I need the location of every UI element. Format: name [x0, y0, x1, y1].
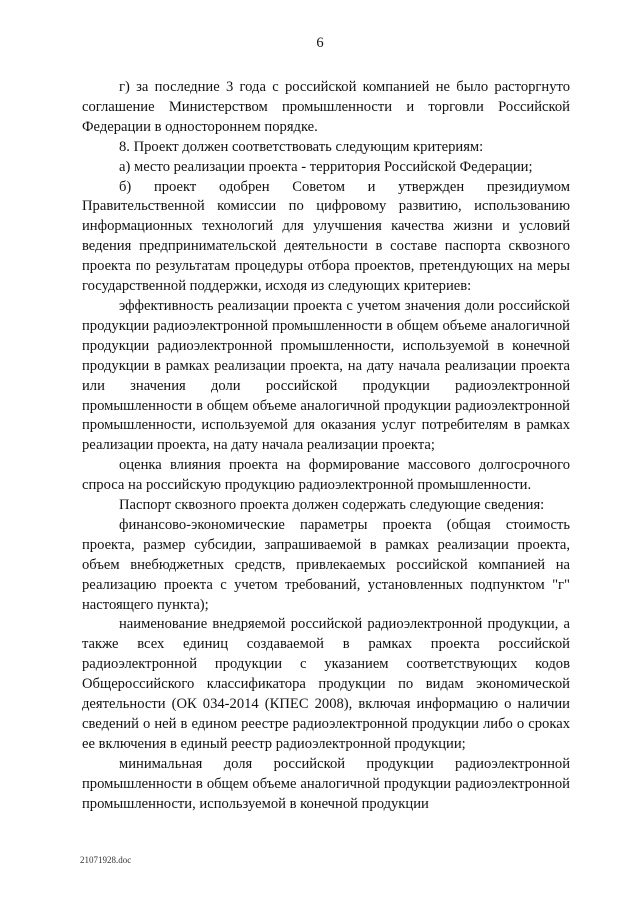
- paragraph-passport-intro: Паспорт сквозного проекта должен содержать следующие сведения:: [119, 497, 545, 514]
- paragraph-efficiency: эффективность реализации проекта с учетом значения доли российской продукции радиоэлектронной промышленности в общем объеме аналогичной продукции радиоэлектронной промышленности, используемой в конечной продукции в рамках реализации проекта, на дату начала реализации проекта или значения доли российской продукции радиоэлектронной промышленности в общем объеме аналогичной продукции радиоэлектронной промышленности, используемой для оказания услуг потребителям в рамках реализации проекта, на дату начала реализации проекта;: [82, 297, 570, 454]
- paragraph-item-8: 8. Проект должен соответствовать следующим критериям:: [119, 138, 484, 155]
- paragraph-criterion-b: б) проект одобрен Советом и утвержден президиумом Правительственной комиссии по цифровому развитию, использованию информационных технологий для улучшения качества жизни и условий ведения предпринимательской деятельности в составе паспорта сквозного проекта по результатам процедуры отбора проектов, претендующих на меры государственной поддержки, исходя из следующих критериев:: [82, 178, 570, 295]
- paragraph-minimum-share: минимальная доля российской продукции радиоэлектронной промышленности в общем объеме аналогичной продукции радиоэлектронной промышленности, используемой в конечной продукции: [82, 755, 570, 812]
- footer-file-name: 21071928.doc: [80, 855, 132, 865]
- page-number: 6: [316, 35, 324, 51]
- document-body: [82, 78, 570, 815]
- paragraph-financial-params: финансово-экономические параметры проекта (общая стоимость проекта, размер субсидии, запрашиваемой в рамках реализации проекта, объем внебюджетных средств, привлекаемых российской компанией на реализацию проекта с учетом требований, установленных подпунктом "г" настоящего пункта);: [82, 516, 570, 613]
- paragraph-clause-g: г) за последние 3 года с российской компанией не было расторгнуто соглашение Министерством промышленности и торговли Российской Федерации в одностороннем порядке.: [82, 79, 570, 135]
- paragraph-product-names: наименование внедряемой российской радиоэлектронной продукции, а также всех единиц создаваемой в рамках проекта российской радиоэлектронной продукции с указанием соответствующих кодов Общероссийского классификатора продукции по видам экономической деятельности (ОК 034-2014 (КПЕС 2008), включая информацию о наличии сведений о ней в едином реестре радиоэлектронной продукции либо о сроках ее включения в единый реестр радиоэлектронной продукции;: [82, 616, 570, 752]
- paragraph-criterion-a: а) место реализации проекта - территория Российской Федерации;: [119, 158, 533, 175]
- paragraph-demand-impact: оценка влияния проекта на формирование массового долгосрочного спроса на российскую продукцию радиоэлектронной промышленности.: [82, 457, 570, 494]
